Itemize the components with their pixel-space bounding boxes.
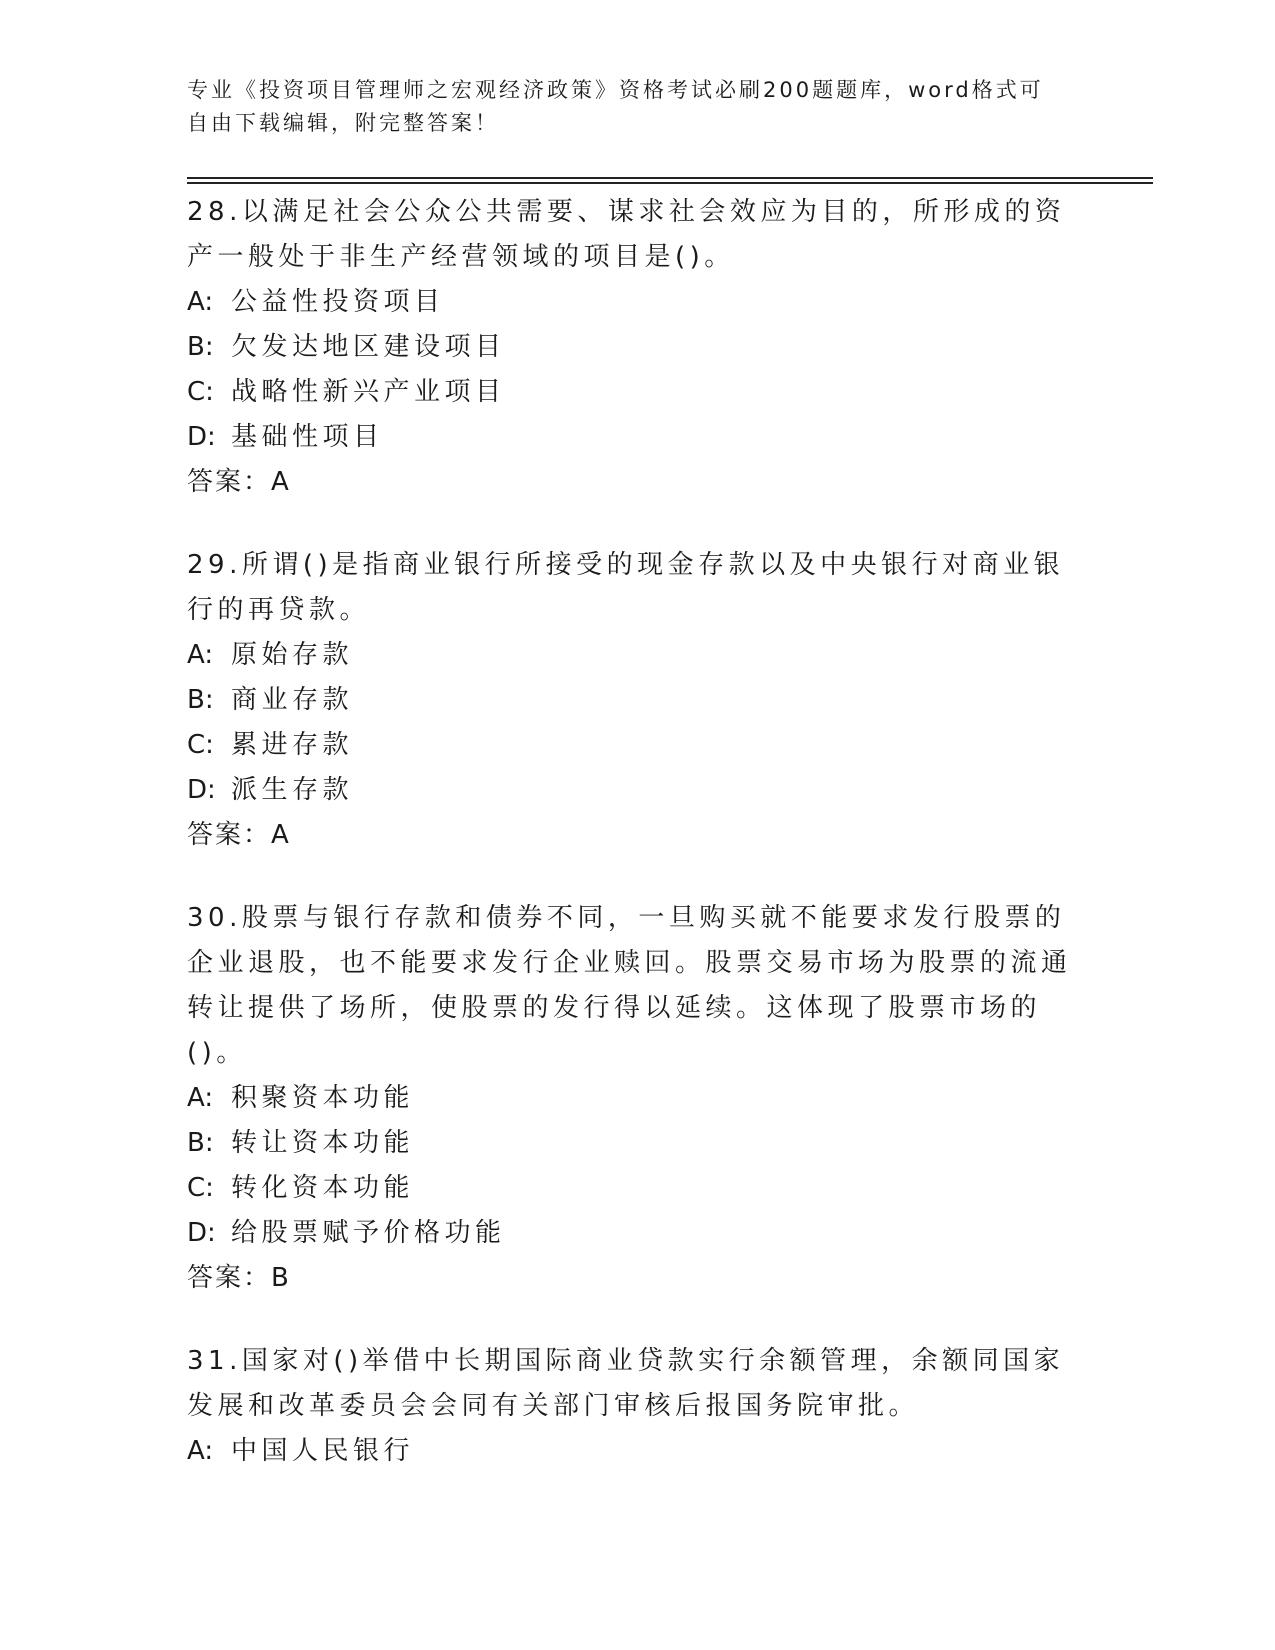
option-key: D: — [187, 775, 216, 805]
option-text: 累进存款 — [231, 730, 354, 760]
option-key: B: — [187, 1128, 214, 1158]
answer-line — [187, 813, 1077, 858]
option-key: D: — [187, 422, 216, 452]
option-key: A: — [187, 640, 214, 670]
question-stem: 31.国家对()举借中长期国际商业贷款实行余额管理，余额同国家发展和改革委员会会同有关部门审核后报国务院审批。 — [187, 1346, 1065, 1421]
option-b — [187, 1121, 1077, 1166]
option-b — [187, 678, 1077, 723]
option-key: C: — [187, 1173, 214, 1203]
answer-value: A — [271, 820, 291, 850]
option-text: 原始存款 — [231, 640, 354, 670]
option-text: 给股票赋予价格功能 — [231, 1218, 506, 1248]
question-stem: 30.股票与银行存款和债券不同，一旦购买就不能要求发行股票的企业退股，也不能要求发行企业赎回。股票交易市场为股票的流通转让提供了场所，使股票的发行得以延续。这体现了股票市场的()。 — [187, 903, 1072, 1068]
question-29 — [187, 543, 1077, 858]
question-28 — [187, 190, 1077, 505]
option-text: 积聚资本功能 — [231, 1083, 415, 1113]
option-text: 欠发达地区建设项目 — [231, 332, 506, 362]
header-divider-bottom — [187, 182, 1153, 184]
question-stem: 28.以满足社会公众公共需要、谋求社会效应为目的，所形成的资产一般处于非生产经营领域的项目是()。 — [187, 197, 1066, 272]
option-a — [187, 1429, 1077, 1474]
option-text: 转让资本功能 — [231, 1128, 415, 1158]
option-key: B: — [187, 685, 214, 715]
option-c — [187, 370, 1077, 415]
question-31 — [187, 1339, 1077, 1474]
question-list — [187, 190, 1077, 1512]
answer-line — [187, 460, 1077, 505]
option-c — [187, 1166, 1077, 1211]
option-a — [187, 633, 1077, 678]
option-text: 转化资本功能 — [231, 1173, 415, 1203]
option-d — [187, 415, 1077, 460]
option-a — [187, 1076, 1077, 1121]
option-d — [187, 1211, 1077, 1256]
answer-label: 答案： — [187, 1263, 272, 1293]
answer-line — [187, 1256, 1077, 1301]
option-text: 战略性新兴产业项目 — [231, 377, 506, 407]
option-a — [187, 280, 1077, 325]
header-divider-top — [187, 177, 1153, 179]
option-text: 派生存款 — [231, 775, 354, 805]
option-text: 公益性投资项目 — [231, 287, 445, 317]
option-key: D: — [187, 1218, 216, 1248]
option-c — [187, 723, 1077, 768]
header-line-2: 自由下载编辑，附完整答案！ — [187, 111, 499, 135]
document-header — [187, 74, 1067, 140]
option-key: A: — [187, 287, 214, 317]
option-key: A: — [187, 1436, 214, 1466]
answer-label: 答案： — [187, 820, 272, 850]
option-text: 商业存款 — [231, 685, 354, 715]
question-30 — [187, 896, 1077, 1301]
answer-label: 答案： — [187, 467, 272, 497]
answer-value: B — [271, 1263, 291, 1293]
option-key: C: — [187, 730, 214, 760]
option-b — [187, 325, 1077, 370]
option-key: A: — [187, 1083, 214, 1113]
option-key: C: — [187, 377, 214, 407]
option-text: 基础性项目 — [231, 422, 384, 452]
option-key: B: — [187, 332, 214, 362]
option-d — [187, 768, 1077, 813]
header-line-1: 专业《投资项目管理师之宏观经济政策》资格考试必刷200题题库，word格式可 — [187, 78, 1044, 102]
option-text: 中国人民银行 — [231, 1436, 415, 1466]
answer-value: A — [271, 467, 291, 497]
question-stem: 29.所谓()是指商业银行所接受的现金存款以及中央银行对商业银行的再贷款。 — [187, 550, 1065, 625]
